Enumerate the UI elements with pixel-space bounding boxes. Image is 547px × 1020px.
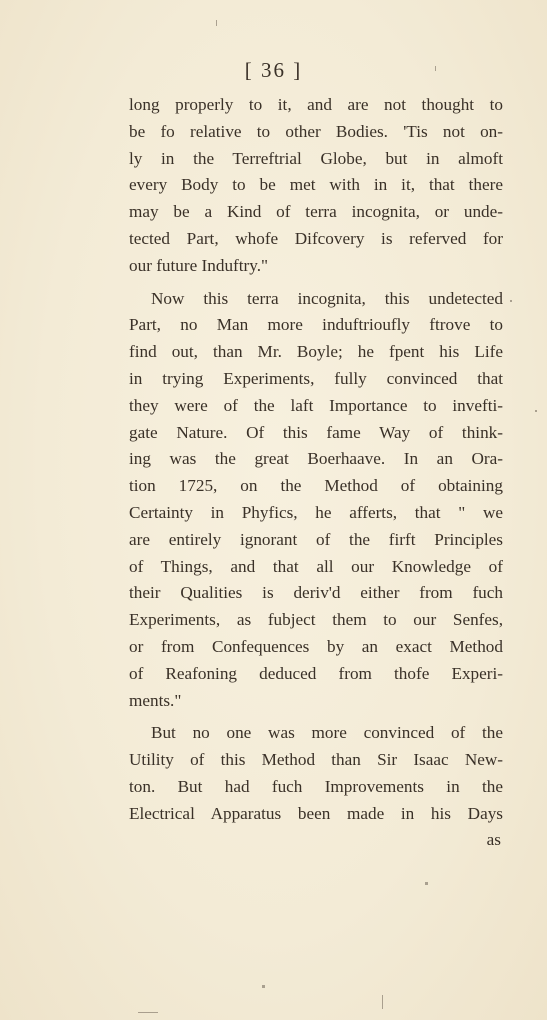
text-line: gate Nature. Of this fame Way of think- [129, 422, 503, 442]
text-line: tected Part, whofe Difcovery is referved for [129, 228, 503, 248]
text-line: Utility of this Method than Sir Isaac New- [129, 750, 503, 770]
paper-speck [216, 20, 217, 26]
text-line: are entirely ignorant of the firft Principles [129, 529, 503, 549]
text-line: be fo relative to other Bodies. 'Tis not on- [129, 121, 503, 141]
text-line: Experiments, as fubject them to our Senfes, [129, 610, 503, 630]
text-line: Part, no Man more induftrioufly ftrove to [129, 315, 503, 335]
text-line: of Things, and that all our Knowledge of [129, 556, 503, 576]
text-line: of Reafoning deduced from thofe Experi- [129, 663, 503, 683]
text-line: their Qualities is deriv'd either from fuch [129, 583, 503, 603]
paragraph-3 [129, 720, 503, 827]
text-line: ly in the Terreftrial Globe, but in almoft [129, 148, 503, 168]
paper-speck [138, 1012, 158, 1013]
text-line: But no one was more convinced of the [151, 723, 503, 743]
paper-speck [435, 66, 436, 71]
text-line: Now this terra incognita, this undetected [151, 288, 503, 308]
text-line: ing was the great Boerhaave. In an Ora- [129, 449, 503, 469]
text-line: they were of the laft Importance to invefti- [129, 395, 503, 415]
text-line: or from Confequences by an exact Method [129, 636, 503, 656]
text-line: in trying Experiments, fully convinced that [129, 368, 503, 388]
page-number: [ 36 ] [244, 58, 303, 82]
catchword: as [486, 830, 501, 849]
body-text [129, 92, 503, 828]
text-line: Electrical Apparatus been made in his Days [129, 803, 503, 823]
text-line: ments." [129, 690, 182, 710]
paper-speck [425, 882, 428, 885]
paragraph-2 [129, 286, 503, 715]
text-line: find out, than Mr. Boyle; he fpent his Life [129, 342, 503, 362]
paragraph-1 [129, 92, 503, 280]
text-line: long properly to it, and are not thought to [129, 95, 503, 114]
paper-speck [535, 410, 537, 412]
text-line: our future Induftry." [129, 255, 269, 275]
text-line: every Body to be met with in it, that there [129, 175, 503, 195]
text-line: may be a Kind of terra incognita, or unde- [129, 202, 503, 222]
paper-speck [382, 995, 383, 1009]
text-line: tion 1725, on the Method of obtaining [129, 476, 503, 496]
paper-speck [510, 300, 512, 302]
paper-speck [262, 985, 265, 988]
text-line: ton. But had fuch Improvements in the [129, 776, 503, 796]
text-line: Certainty in Phyfics, he afferts, that " we [129, 502, 503, 522]
